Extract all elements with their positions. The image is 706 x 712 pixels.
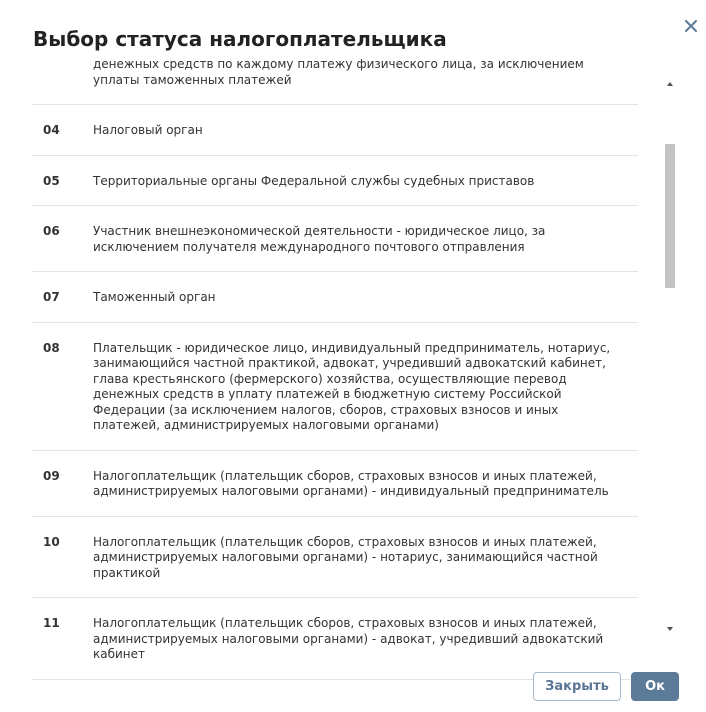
status-row[interactable] (32, 272, 638, 323)
close-button[interactable] (680, 15, 702, 37)
status-description: Участник внешнеэкономической деятельности - юридическое лицо, за исключением получателя международного почтового отправления (93, 224, 546, 254)
status-description: Таможенный орган (93, 290, 216, 304)
status-row[interactable] (32, 451, 638, 517)
status-row[interactable] (32, 206, 638, 272)
status-row[interactable] (32, 323, 638, 451)
scrollbar[interactable] (663, 77, 677, 637)
status-row[interactable] (32, 517, 638, 599)
status-description: Налогоплательщик (плательщик сборов, страховых взносов и иных платежей, администрируемых налоговыми органами) - нотариус, занимающийся частной практикой (93, 534, 598, 580)
ok-button[interactable]: Ок (631, 672, 679, 701)
cancel-button[interactable]: Закрыть (533, 672, 621, 701)
status-row[interactable] (32, 105, 638, 156)
status-description: Плательщик - юридическое лицо, индивидуальный предприниматель, нотариус, занимающийся частной практикой, адвокат, учредивший адвокатский кабинет, глава крестьянского (фермерского) хозяйства, осуществляющие перевод денежных средств в уплату платежей в бюджетную систему Российской Федерации (за исключением налогов, сборов, страховых взносов и иных платежей, администрируемых налоговыми органами) (93, 340, 611, 432)
scroll-down-arrow-icon[interactable] (666, 625, 674, 633)
status-description: Налогоплательщик (плательщик сборов, страховых взносов и иных платежей, администрируемых налоговыми органами) - адвокат, учредивший адвокатский кабинет (93, 616, 604, 661)
status-code: 05 (43, 173, 60, 188)
status-description: Налогоплательщик (плательщик сборов, страховых взносов и иных платежей, администрируемых налоговыми органами) - индивидуальный предприниматель (93, 468, 609, 498)
status-code: 07 (43, 290, 60, 304)
status-description: денежных средств по каждому платежу физического лица, за исключением уплаты таможенных платежей (93, 57, 584, 87)
status-code: 10 (43, 534, 60, 549)
status-code (32, 57, 93, 88)
status-code: 04 (43, 123, 60, 137)
status-code: 09 (43, 468, 60, 483)
close-icon (680, 15, 702, 37)
status-code: 06 (43, 224, 60, 238)
scroll-up-arrow-icon[interactable] (666, 80, 674, 88)
status-row[interactable] (32, 598, 638, 680)
status-code: 11 (43, 616, 60, 630)
status-code: 08 (43, 340, 60, 355)
status-list-items (32, 57, 638, 680)
scrollbar-thumb[interactable] (665, 144, 675, 288)
status-list[interactable] (32, 57, 638, 661)
status-description: Налоговый орган (93, 123, 203, 137)
dialog-title: Выбор статуса налогоплательщика (33, 27, 447, 51)
status-row[interactable] (32, 156, 638, 207)
status-row[interactable] (32, 57, 638, 105)
status-description: Территориальные органы Федеральной службы судебных приставов (93, 173, 535, 188)
